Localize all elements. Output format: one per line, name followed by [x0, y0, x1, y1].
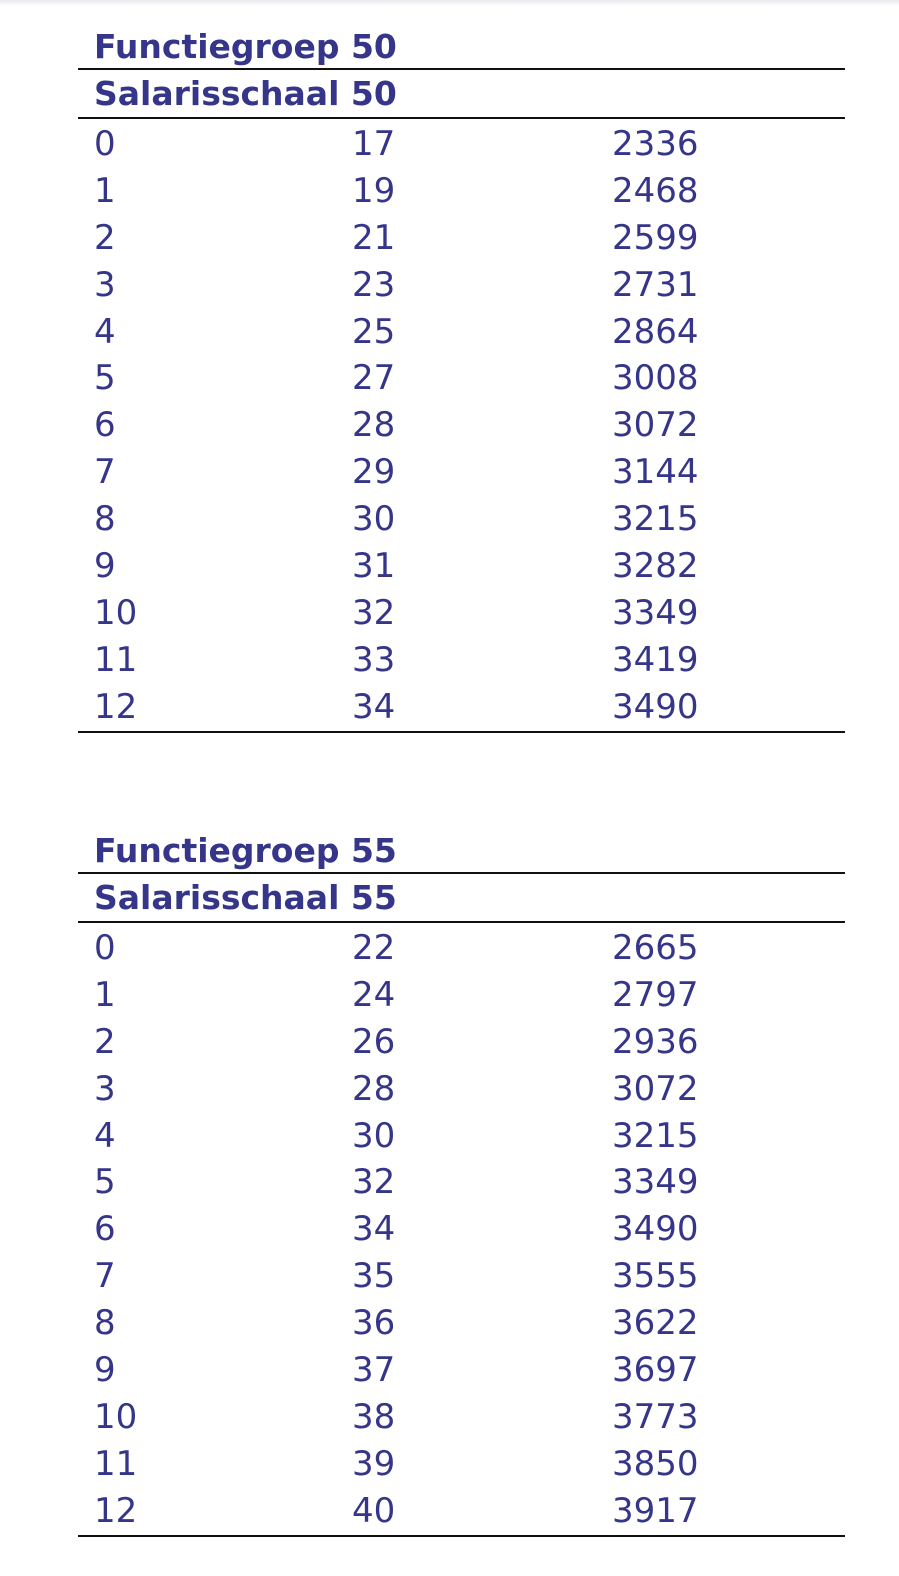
step-cell: 9 — [94, 546, 116, 587]
table-row — [78, 1113, 845, 1160]
table-row — [78, 1347, 845, 1394]
step-cell: 11 — [94, 1443, 138, 1484]
age-cell: 38 — [352, 1396, 396, 1437]
table-row — [78, 1441, 845, 1488]
table-row — [78, 1394, 845, 1441]
table-row — [78, 590, 845, 637]
step-cell: 3 — [94, 1068, 116, 1109]
amount-cell: 3419 — [612, 639, 699, 680]
step-cell: 1 — [94, 974, 116, 1015]
amount-cell: 3697 — [612, 1350, 699, 1391]
amount-cell: 3072 — [612, 1068, 699, 1109]
amount-cell: 3773 — [612, 1396, 699, 1437]
table-row — [78, 925, 845, 972]
amount-cell: 3490 — [612, 686, 699, 727]
amount-cell: 3008 — [612, 358, 699, 399]
step-cell: 8 — [94, 499, 116, 540]
age-cell: 24 — [352, 974, 396, 1015]
step-cell: 1 — [94, 170, 116, 211]
salary-table-50 — [78, 24, 845, 733]
age-cell: 32 — [352, 592, 396, 633]
age-cell: 40 — [352, 1490, 396, 1531]
amount-cell: 2864 — [612, 311, 699, 352]
table-row — [78, 543, 845, 590]
amount-cell: 3282 — [612, 546, 699, 587]
amount-cell: 2665 — [612, 928, 699, 968]
amount-cell: 3215 — [612, 1115, 699, 1156]
amount-cell: 3072 — [612, 405, 699, 446]
age-cell: 27 — [352, 358, 396, 399]
table-row — [78, 1159, 845, 1206]
step-cell: 10 — [94, 592, 138, 633]
amount-cell: 2336 — [612, 124, 699, 164]
step-cell: 5 — [94, 1162, 116, 1203]
amount-cell: 3349 — [612, 592, 699, 633]
table-row — [78, 355, 845, 402]
step-cell: 4 — [94, 311, 116, 352]
table-row — [78, 1488, 845, 1535]
table-row — [78, 637, 845, 684]
salary-table-55 — [78, 828, 845, 1537]
table-row — [78, 121, 845, 168]
age-cell: 37 — [352, 1350, 396, 1391]
step-cell: 8 — [94, 1303, 116, 1344]
table-row — [78, 1066, 845, 1113]
age-cell: 34 — [352, 686, 396, 727]
table-row — [78, 262, 845, 309]
step-cell: 9 — [94, 1350, 116, 1391]
amount-cell: 2599 — [612, 217, 699, 258]
step-cell: 3 — [94, 264, 116, 305]
step-cell: 10 — [94, 1396, 138, 1437]
table-row — [78, 1206, 845, 1253]
step-cell: 6 — [94, 405, 116, 446]
step-cell: 4 — [94, 1115, 116, 1156]
step-cell: 7 — [94, 452, 116, 493]
table-body — [78, 119, 845, 733]
group-title: Functiegroep 55 — [78, 828, 845, 874]
age-cell: 33 — [352, 639, 396, 680]
step-cell: 2 — [94, 1021, 116, 1062]
amount-cell: 2468 — [612, 170, 699, 211]
amount-cell: 3349 — [612, 1162, 699, 1203]
table-row — [78, 972, 845, 1019]
scale-title: Salarisschaal 50 — [78, 70, 845, 119]
age-cell: 30 — [352, 1115, 396, 1156]
amount-cell: 3917 — [612, 1490, 699, 1531]
age-cell: 30 — [352, 499, 396, 540]
step-cell: 5 — [94, 358, 116, 399]
age-cell: 32 — [352, 1162, 396, 1203]
age-cell: 23 — [352, 264, 396, 305]
age-cell: 21 — [352, 217, 396, 258]
amount-cell: 3555 — [612, 1256, 699, 1297]
age-cell: 36 — [352, 1303, 396, 1344]
table-row — [78, 215, 845, 262]
age-cell: 28 — [352, 405, 396, 446]
amount-cell: 2731 — [612, 264, 699, 305]
age-cell: 31 — [352, 546, 396, 587]
table-row — [78, 168, 845, 215]
age-cell: 29 — [352, 452, 396, 493]
table-row — [78, 449, 845, 496]
step-cell: 7 — [94, 1256, 116, 1297]
table-row — [78, 1253, 845, 1300]
step-cell: 12 — [94, 1490, 138, 1531]
table-row — [78, 496, 845, 543]
age-cell: 28 — [352, 1068, 396, 1109]
age-cell: 19 — [352, 170, 396, 211]
group-title: Functiegroep 50 — [78, 24, 845, 70]
step-cell: 11 — [94, 639, 138, 680]
age-cell: 39 — [352, 1443, 396, 1484]
amount-cell: 3490 — [612, 1209, 699, 1250]
amount-cell: 2797 — [612, 974, 699, 1015]
table-body — [78, 923, 845, 1537]
amount-cell: 3215 — [612, 499, 699, 540]
age-cell: 25 — [352, 311, 396, 352]
step-cell: 2 — [94, 217, 116, 258]
age-cell: 22 — [352, 928, 396, 968]
table-row — [78, 402, 845, 449]
step-cell: 0 — [94, 928, 116, 968]
table-row — [78, 684, 845, 731]
age-cell: 35 — [352, 1256, 396, 1297]
age-cell: 17 — [352, 124, 396, 164]
table-row — [78, 1019, 845, 1066]
amount-cell: 3622 — [612, 1303, 699, 1344]
scale-title: Salarisschaal 55 — [78, 874, 845, 923]
step-cell: 12 — [94, 686, 138, 727]
amount-cell: 3850 — [612, 1443, 699, 1484]
age-cell: 34 — [352, 1209, 396, 1250]
age-cell: 26 — [352, 1021, 396, 1062]
amount-cell: 3144 — [612, 452, 699, 493]
step-cell: 6 — [94, 1209, 116, 1250]
step-cell: 0 — [94, 124, 116, 164]
amount-cell: 2936 — [612, 1021, 699, 1062]
table-row — [78, 1300, 845, 1347]
table-row — [78, 309, 845, 356]
top-edge-shadow — [0, 0, 899, 6]
